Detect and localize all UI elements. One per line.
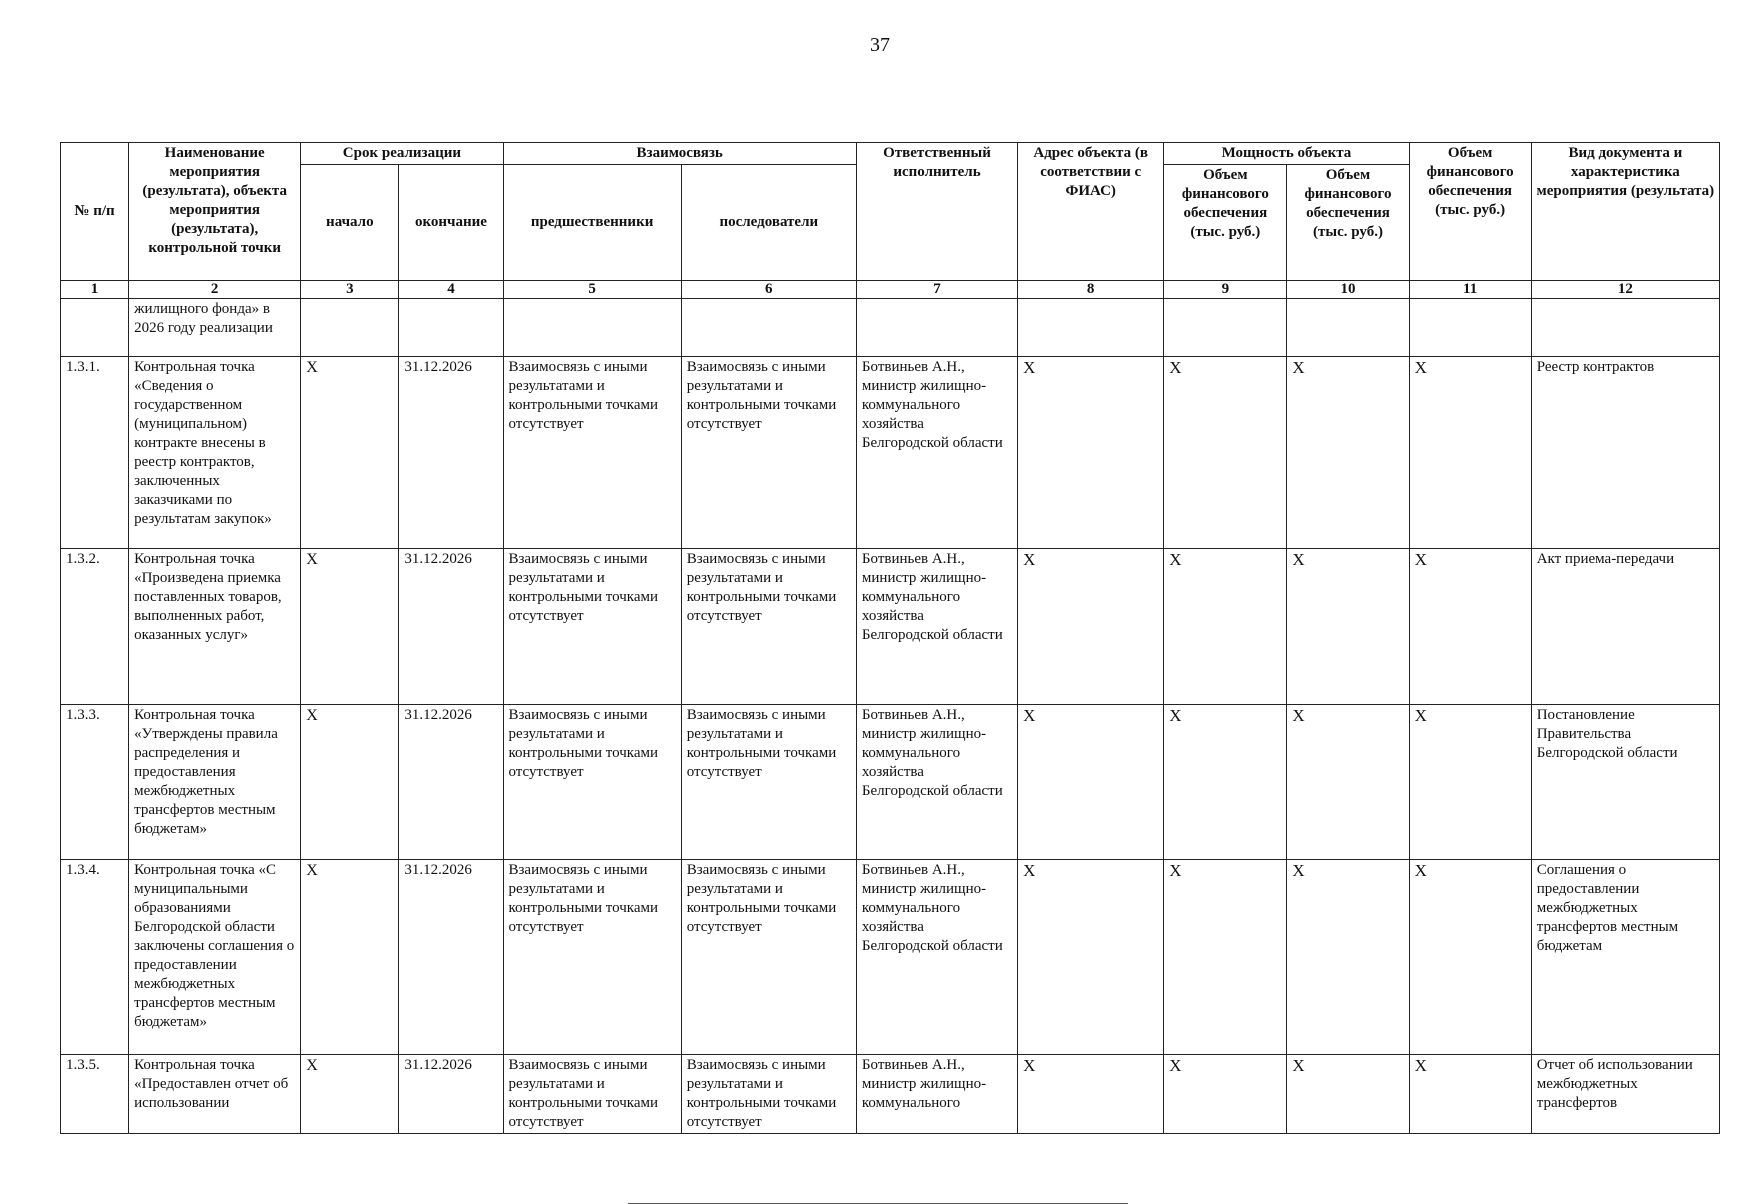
row-document: Соглашения о предоставлении межбюджетных трансфертов местным бюджетам bbox=[1531, 860, 1719, 1055]
row-name: Контрольная точка «Произведена приемка поставленных товаров, выполненных работ, оказанных услуг» bbox=[129, 549, 301, 705]
row-financing-2: X bbox=[1287, 1055, 1409, 1134]
row-num: 1.3.1. bbox=[61, 357, 129, 549]
row-end: 31.12.2026 bbox=[399, 705, 503, 860]
table-row bbox=[61, 705, 1720, 860]
header-capacity-financing-2: Объем финансового обеспечения (тыс. руб.) bbox=[1287, 165, 1409, 281]
row-name: Контрольная точка «Предоставлен отчет об использовании bbox=[129, 1055, 301, 1134]
column-number: 6 bbox=[681, 281, 856, 299]
row-successors: Взаимосвязь с иными результатами и контрольными точками отсутствует bbox=[681, 705, 856, 860]
row-num: 1.3.4. bbox=[61, 860, 129, 1055]
row-num: 1.3.3. bbox=[61, 705, 129, 860]
header-address: Адрес объекта (в соответствии с ФИАС) bbox=[1018, 143, 1164, 281]
header-document: Вид документа и характеристика мероприятия (результата) bbox=[1531, 143, 1719, 281]
table-header bbox=[61, 143, 1720, 281]
row-financing-3: X bbox=[1409, 357, 1531, 549]
table-row-continuation bbox=[61, 299, 1720, 357]
column-number: 7 bbox=[856, 281, 1017, 299]
column-number: 11 bbox=[1409, 281, 1531, 299]
row-responsible: Ботвиньев А.Н., министр жилищно-коммунального bbox=[856, 1055, 1017, 1134]
row-predecessors: Взаимосвязь с иными результатами и контрольными точками отсутствует bbox=[503, 1055, 681, 1134]
row-start: X bbox=[301, 860, 399, 1055]
row-financing-2: X bbox=[1287, 860, 1409, 1055]
header-end: окончание bbox=[399, 165, 503, 281]
column-number: 8 bbox=[1018, 281, 1164, 299]
table-row bbox=[61, 1055, 1720, 1134]
row-num: 1.3.5. bbox=[61, 1055, 129, 1134]
row-start: X bbox=[301, 705, 399, 860]
page-number: 37 bbox=[870, 34, 890, 56]
row-responsible: Ботвиньев А.Н., министр жилищно-коммунального хозяйства Белгородской области bbox=[856, 357, 1017, 549]
column-number: 9 bbox=[1164, 281, 1287, 299]
row-predecessors: Взаимосвязь с иными результатами и контрольными точками отсутствует bbox=[503, 860, 681, 1055]
row-document: Акт приема-передачи bbox=[1531, 549, 1719, 705]
header-name: Наименование мероприятия (результата), объекта мероприятия (результата), контрольной точки bbox=[129, 143, 301, 281]
row-responsible: Ботвиньев А.Н., министр жилищно-коммунального хозяйства Белгородской области bbox=[856, 549, 1017, 705]
row-address: X bbox=[1018, 705, 1164, 860]
header-group-capacity: Мощность объекта bbox=[1164, 143, 1409, 165]
column-number: 10 bbox=[1287, 281, 1409, 299]
row-address: X bbox=[1018, 357, 1164, 549]
row-start: X bbox=[301, 1055, 399, 1134]
row-name: Контрольная точка «С муниципальными образованиями Белгородской области заключены соглашения о предоставлении межбюджетных трансфертов местным бюджетам» bbox=[129, 860, 301, 1055]
row-successors: Взаимосвязь с иными результатами и контрольными точками отсутствует bbox=[681, 860, 856, 1055]
row-predecessors: Взаимосвязь с иными результатами и контрольными точками отсутствует bbox=[503, 705, 681, 860]
row-successors: Взаимосвязь с иными результатами и контрольными точками отсутствует bbox=[681, 549, 856, 705]
row-end: 31.12.2026 bbox=[399, 1055, 503, 1134]
header-successors: последователи bbox=[681, 165, 856, 281]
header-financing: Объем финансового обеспечения (тыс. руб.) bbox=[1409, 143, 1531, 281]
row-name: Контрольная точка «Утверждены правила распределения и предоставления межбюджетных трансфертов местным бюджетам» bbox=[129, 705, 301, 860]
row-financing-1: X bbox=[1164, 357, 1287, 549]
header-start: начало bbox=[301, 165, 399, 281]
row-predecessors: Взаимосвязь с иными результатами и контрольными точками отсутствует bbox=[503, 357, 681, 549]
row-financing-1: X bbox=[1164, 860, 1287, 1055]
header-capacity-financing-1: Объем финансового обеспечения (тыс. руб.) bbox=[1164, 165, 1287, 281]
row-financing-3: X bbox=[1409, 860, 1531, 1055]
row-document: Реестр контрактов bbox=[1531, 357, 1719, 549]
header-responsible: Ответственный исполнитель bbox=[856, 143, 1017, 281]
table-row bbox=[61, 549, 1720, 705]
header-num: № п/п bbox=[61, 143, 129, 281]
header-predecessors: предшественники bbox=[503, 165, 681, 281]
row-name: Контрольная точка «Сведения о государственном (муниципальном) контракте внесены в реестр контрактов, заключенных заказчиками по результатам закупок» bbox=[129, 357, 301, 549]
column-number: 4 bbox=[399, 281, 503, 299]
table-row bbox=[61, 357, 1720, 549]
row-address: X bbox=[1018, 860, 1164, 1055]
column-number-row bbox=[61, 281, 1720, 299]
row-financing-1: X bbox=[1164, 705, 1287, 860]
row-predecessors: Взаимосвязь с иными результатами и контрольными точками отсутствует bbox=[503, 549, 681, 705]
header-group-relation: Взаимосвязь bbox=[503, 143, 856, 165]
row-financing-1: X bbox=[1164, 549, 1287, 705]
header-group-term: Срок реализации bbox=[301, 143, 503, 165]
column-number: 1 bbox=[61, 281, 129, 299]
row-responsible: Ботвиньев А.Н., министр жилищно-коммунального хозяйства Белгородской области bbox=[856, 705, 1017, 860]
row-financing-3: X bbox=[1409, 705, 1531, 860]
table-row bbox=[61, 860, 1720, 1055]
row-successors: Взаимосвязь с иными результатами и контрольными точками отсутствует bbox=[681, 1055, 856, 1134]
row-financing-1: X bbox=[1164, 1055, 1287, 1134]
continuation-name: жилищного фонда» в 2026 году реализации bbox=[129, 299, 301, 357]
row-document: Отчет об использовании межбюджетных трансфертов bbox=[1531, 1055, 1719, 1134]
row-address: X bbox=[1018, 549, 1164, 705]
row-responsible: Ботвиньев А.Н., министр жилищно-коммунального хозяйства Белгородской области bbox=[856, 860, 1017, 1055]
row-start: X bbox=[301, 549, 399, 705]
row-successors: Взаимосвязь с иными результатами и контрольными точками отсутствует bbox=[681, 357, 856, 549]
row-address: X bbox=[1018, 1055, 1164, 1134]
row-financing-3: X bbox=[1409, 1055, 1531, 1134]
column-number: 3 bbox=[301, 281, 399, 299]
row-start: X bbox=[301, 357, 399, 549]
column-number: 12 bbox=[1531, 281, 1719, 299]
row-document: Постановление Правительства Белгородской области bbox=[1531, 705, 1719, 860]
column-number: 2 bbox=[129, 281, 301, 299]
control-points-table bbox=[60, 142, 1720, 1134]
column-number: 5 bbox=[503, 281, 681, 299]
row-financing-2: X bbox=[1287, 357, 1409, 549]
row-financing-2: X bbox=[1287, 705, 1409, 860]
row-financing-2: X bbox=[1287, 549, 1409, 705]
row-num: 1.3.2. bbox=[61, 549, 129, 705]
row-end: 31.12.2026 bbox=[399, 357, 503, 549]
row-end: 31.12.2026 bbox=[399, 549, 503, 705]
row-financing-3: X bbox=[1409, 549, 1531, 705]
row-end: 31.12.2026 bbox=[399, 860, 503, 1055]
